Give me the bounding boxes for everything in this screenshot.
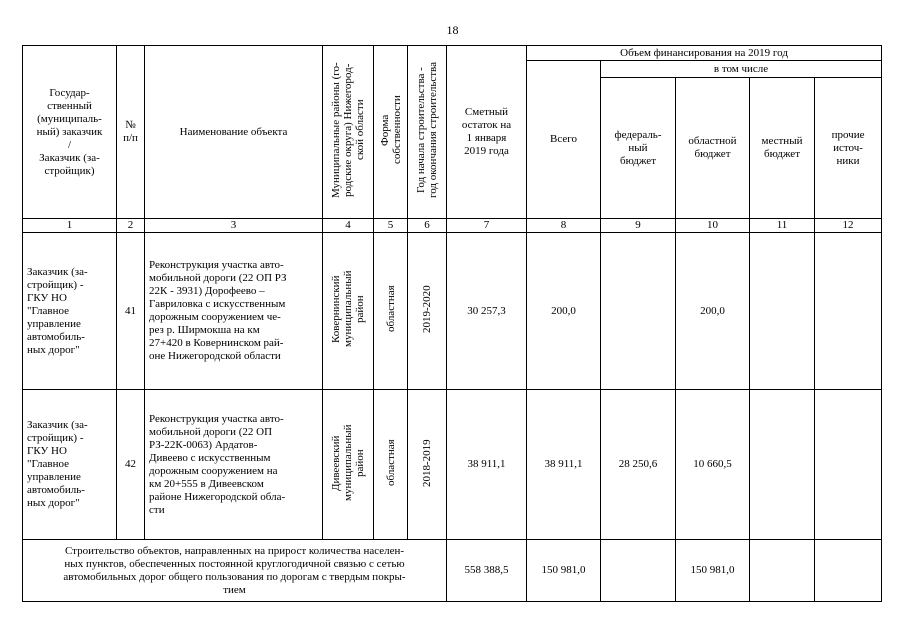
summary-federal <box>601 540 676 602</box>
header-num-text: № п/п <box>123 119 138 144</box>
row-district-text: Ковернинский муниципальный район <box>330 270 366 348</box>
header-regional-text: областной бюджет <box>688 135 737 160</box>
row-customer-text: Заказчик (за- стройщик) - ГКУ НО "Главное управление автомобиль- ных дорог" <box>27 265 88 356</box>
row-local <box>750 390 815 540</box>
row-other <box>815 233 882 390</box>
row-num: 41 <box>117 233 145 390</box>
header-including: в том числе <box>601 61 882 78</box>
summary-balance: 558 388,5 <box>447 540 527 602</box>
summary-regional: 150 981,0 <box>676 540 750 602</box>
header-num <box>117 46 145 219</box>
header-years-text: Год начала строительства - год окончания строительства <box>415 62 439 198</box>
row-total: 200,0 <box>527 233 601 390</box>
table-row <box>23 390 882 540</box>
row-ownership-text: областная <box>384 285 397 333</box>
column-number: 9 <box>601 219 676 233</box>
header-ownership <box>374 46 408 219</box>
row-ownership <box>374 390 408 540</box>
header-funding-title: Объем финансирования на 2019 год <box>527 46 882 61</box>
row-balance: 38 911,1 <box>447 390 527 540</box>
header-object-name-text: Наименование объекта <box>179 125 288 138</box>
column-number: 2 <box>117 219 145 233</box>
column-number: 10 <box>676 219 750 233</box>
header-federal <box>601 78 676 219</box>
header-customer-text: Государ- ственный (муниципаль- ный) заказчик / Заказчик (за- стройщик) <box>36 86 103 177</box>
header-balance-text: Сметный остаток на 1 января 2019 года <box>461 106 512 157</box>
row-regional: 10 660,5 <box>676 390 750 540</box>
header-federal-text: федераль- ный бюджет <box>614 128 662 167</box>
column-numbers-row <box>23 219 882 233</box>
row-years <box>408 233 447 390</box>
row-other <box>815 390 882 540</box>
header-local <box>750 78 815 219</box>
header-total: Всего <box>527 61 601 219</box>
header-ownership-text: Форма собственности <box>378 95 403 165</box>
row-object-name <box>145 390 323 540</box>
row-years-text: 2019-2020 <box>421 285 433 333</box>
column-number: 6 <box>408 219 447 233</box>
row-customer-text: Заказчик (за- стройщик) - ГКУ НО "Главное управление автомобиль- ных дорог" <box>27 419 88 509</box>
row-federal <box>601 233 676 390</box>
column-number: 1 <box>23 219 117 233</box>
row-num: 42 <box>117 390 145 540</box>
header-other <box>815 78 882 219</box>
column-number: 4 <box>323 219 374 233</box>
column-number: 8 <box>527 219 601 233</box>
row-total: 38 911,1 <box>527 390 601 540</box>
header-years <box>408 46 447 219</box>
column-number: 11 <box>750 219 815 233</box>
row-district <box>323 233 374 390</box>
summary-label <box>23 540 447 602</box>
row-ownership-text: областная <box>384 439 397 486</box>
summary-total: 150 981,0 <box>527 540 601 602</box>
row-object-name-text: Реконструкция участка авто- мобильной дороги (22 ОП РЗ-22К-0063) Ардатов- Дивеево с искусственным дорожным сооружением на км 20+555 в Дивеевском районе Нижегородской обла- сти <box>149 412 286 516</box>
row-federal: 28 250,6 <box>601 390 676 540</box>
row-object-name-text: Реконструкция участка авто- мобильной дороги (22 ОП РЗ 22К - 3931) Дорофеево – Гавриловка с искусственным дорожным сооружением че- рез р. Ширмокша на км 27+420 в Ковернинском рай- оне Нижегородской области <box>149 259 287 362</box>
column-number: 7 <box>447 219 527 233</box>
row-regional: 200,0 <box>676 233 750 390</box>
column-number: 12 <box>815 219 882 233</box>
row-years-text: 2018-2019 <box>421 438 433 487</box>
header-object-name <box>145 46 323 219</box>
header-district-text: Муниципальные районы (го- родские округа) Нижегород- ской области <box>330 62 366 198</box>
header-regional <box>676 78 750 219</box>
row-district-text: Дивеевский муниципальный район <box>330 424 366 501</box>
header-district <box>323 46 374 219</box>
header-balance <box>447 46 527 219</box>
row-ownership <box>374 233 408 390</box>
summary-label-text: Строительство объектов, направленных на прирост количества населен- ных пунктов, обеспеченных постоянной круглогодичной связью с сетью автомобильных дорог общего пользования по дорогам с твердым покры- тием <box>63 544 406 596</box>
row-years <box>408 390 447 540</box>
row-object-name <box>145 233 323 390</box>
row-balance: 30 257,3 <box>447 233 527 390</box>
header-customer <box>23 46 117 219</box>
column-number: 3 <box>145 219 323 233</box>
summary-other <box>815 540 882 602</box>
row-district <box>323 390 374 540</box>
summary-local <box>750 540 815 602</box>
page-number: 18 <box>446 23 459 37</box>
row-customer <box>23 233 117 390</box>
financing-table <box>22 45 882 602</box>
header-local-text: местный бюджет <box>761 135 803 160</box>
table-row <box>23 233 882 390</box>
summary-row <box>23 540 882 602</box>
header-other-text: прочие источ- ники <box>831 128 865 167</box>
row-customer <box>23 390 117 540</box>
row-local <box>750 233 815 390</box>
column-number: 5 <box>374 219 408 233</box>
